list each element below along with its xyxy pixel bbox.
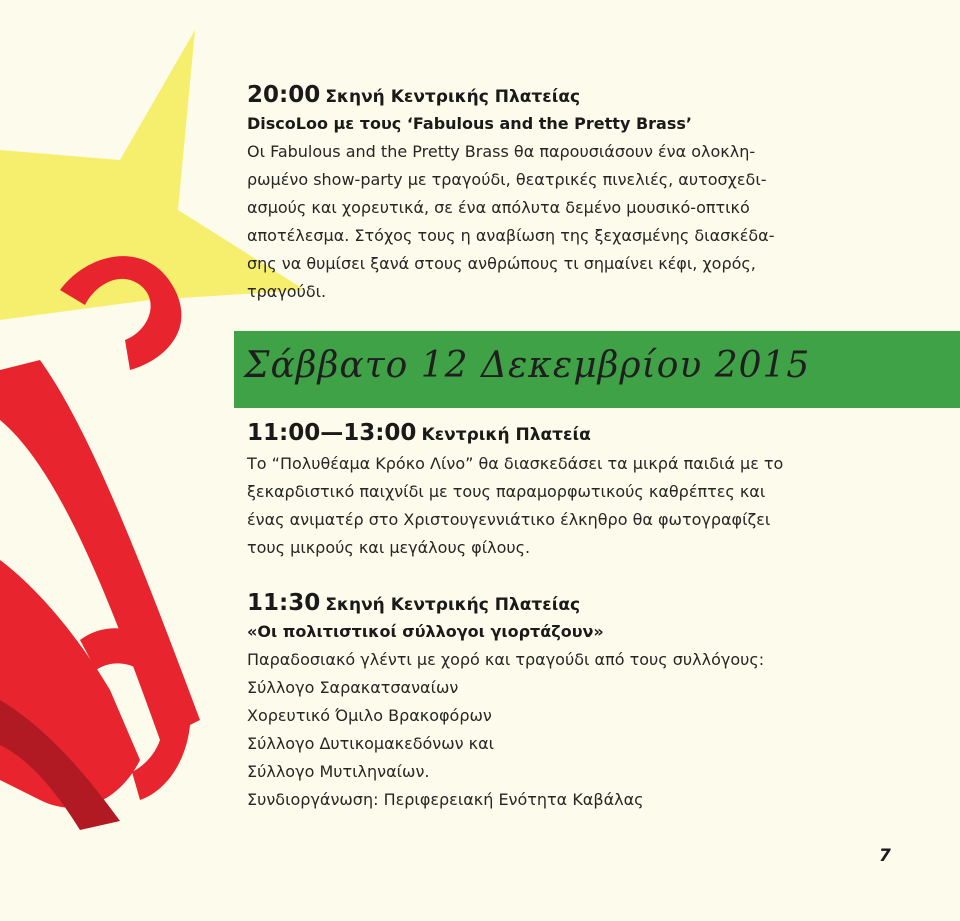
description-line: Συνδιοργάνωση: Περιφερειακή Ενότητα Καβάλας xyxy=(247,790,644,809)
event-header xyxy=(247,420,907,446)
stocking-strap-shape xyxy=(60,256,181,370)
event-description xyxy=(247,450,907,562)
description-line: Σύλλογο Δυτικομακεδόνων και xyxy=(247,734,495,753)
page-number: 7 xyxy=(879,846,891,866)
description-line: ξεκαρδιστικό παιχνίδι με τους παραμορφωτικούς καθρέπτες και xyxy=(247,482,766,501)
event-block xyxy=(247,82,907,306)
description-line: ένας ανιματέρ στο Χριστουγεννιάτικο έλκηθρο θα φωτογραφίζει xyxy=(247,510,771,529)
event-description xyxy=(247,646,907,814)
description-line: τραγούδι. xyxy=(247,282,327,301)
description-line: Σύλλογο Μυτιληναίων. xyxy=(247,762,430,781)
description-line: ασμούς και χορευτικά, σε ένα απόλυτα δεμένο μουσικό-οπτικό xyxy=(247,198,750,217)
event-block xyxy=(247,420,907,562)
day-title: Σάββατο 12 Δεκεμβρίου 2015 xyxy=(244,345,811,386)
description-line: Οι Fabulous and the Pretty Brass θα παρουσιάσουν ένα ολοκλη- xyxy=(247,142,756,161)
event-venue: Σκηνή Κεντρικής Πλατείας xyxy=(325,595,581,615)
event-header xyxy=(247,590,907,616)
event-time: 20:00 xyxy=(247,82,321,108)
event-subtitle: DiscoLoo με τους ‘Fabulous and the Pretty Brass’ xyxy=(247,114,692,133)
description-line: Το “Πολυθέαμα Κρόκο Λίνο” θα διασκεδάσει τα μικρά παιδιά με το xyxy=(247,454,784,473)
description-line: Παραδοσιακό γλέντι με χορό και τραγούδι από τους συλλόγους: xyxy=(247,650,765,669)
description-line: σης να θυμίσει ξανά στους ανθρώπους τι σημαίνει κέφι, χορός, xyxy=(247,254,756,273)
event-description xyxy=(247,138,907,306)
event-time: 11:30 xyxy=(247,590,321,616)
day-banner xyxy=(234,331,960,408)
description-line: αποτέλεσμα. Στόχος τους η αναβίωση της ξεχασμένης διασκέδα- xyxy=(247,226,775,245)
event-venue: Σκηνή Κεντρικής Πλατείας xyxy=(325,87,581,107)
event-subtitle: «Οι πολιτιστικοί σύλλογοι γιορτάζουν» xyxy=(247,622,604,641)
event-block xyxy=(247,590,907,814)
description-line: ρωμένο show-party με τραγούδι, θεατρικές πινελιές, αυτοσχεδι- xyxy=(247,170,767,189)
description-line: Σύλλογο Σαρακατσαναίων xyxy=(247,678,459,697)
event-venue: Κεντρική Πλατεία xyxy=(421,425,591,445)
event-time: 11:00—13:00 xyxy=(247,420,417,446)
description-line: τους μικρούς και μεγάλους φίλους. xyxy=(247,538,531,557)
event-header xyxy=(247,82,907,108)
description-line: Χορευτικό Όμιλο Βρακοφόρων xyxy=(247,706,492,725)
